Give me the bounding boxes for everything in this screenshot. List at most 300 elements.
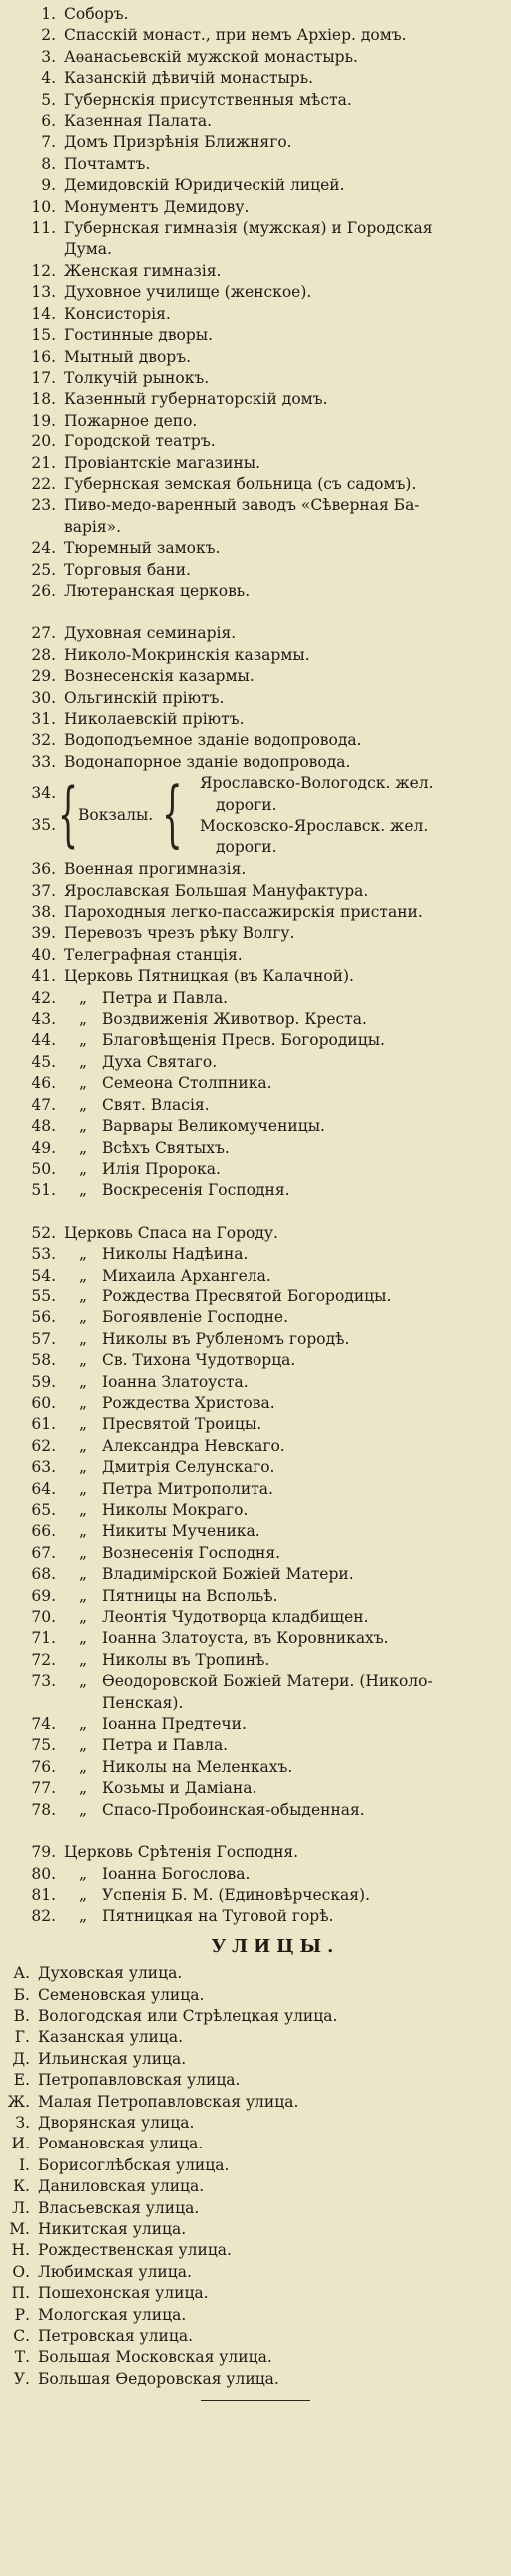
list-item — [0, 2049, 511, 2070]
item-text: Спасо-Пробоинская-обыденная. — [102, 1800, 365, 1819]
item-text: Дворянская улица. — [38, 2113, 195, 2132]
item-number: 20. — [31, 432, 56, 451]
item-number: 17. — [31, 368, 56, 387]
list-item — [0, 368, 511, 389]
ditto-mark: „ — [78, 1372, 88, 1391]
item-text: Свят. Власія. — [102, 1095, 210, 1114]
item-number: А. — [13, 1964, 30, 1983]
item-text: Семеновская улица. — [38, 1985, 205, 2004]
item-text: Іоанна Златоуста, въ Коровникахъ. — [102, 1629, 389, 1648]
list-item — [0, 2006, 511, 2027]
list-item — [0, 1757, 511, 1778]
item-text: Ярославская Большая Мануфактура. — [64, 881, 369, 900]
list-item — [0, 666, 511, 687]
item-number: Д. — [12, 2049, 30, 2068]
item-number: 4. — [41, 69, 56, 88]
item-text: Тюремный замокъ. — [64, 539, 221, 558]
list-item — [0, 902, 511, 923]
list-item — [0, 2092, 511, 2113]
item-text: Успенія Б. М. (Единовѣрческая). — [102, 1885, 371, 1904]
ditto-mark: „ — [78, 1715, 88, 1734]
item-number: 72. — [31, 1650, 56, 1669]
list-item — [0, 1864, 511, 1885]
item-number: 55. — [31, 1287, 56, 1305]
item-number: 28. — [31, 645, 56, 664]
ditto-mark: „ — [78, 1351, 88, 1370]
item-number: И. — [11, 2135, 30, 2153]
streets-list — [0, 1963, 511, 2390]
item-number: 54. — [31, 1266, 56, 1285]
item-number: 36. — [31, 860, 56, 879]
item-number: 42. — [31, 988, 56, 1007]
list-item — [0, 431, 511, 452]
item-number: 15. — [31, 326, 56, 345]
item-text: Іоанна Златоуста. — [102, 1372, 249, 1391]
item-number: Ж. — [7, 2092, 30, 2111]
item-number: 75. — [31, 1736, 56, 1755]
list-item — [0, 1116, 511, 1137]
item-text: Пожарное депо. — [64, 411, 198, 429]
list-item — [0, 1414, 511, 1435]
list-item — [0, 1671, 511, 1692]
item-text: Петровская улица. — [38, 2327, 193, 2346]
list-item — [0, 538, 511, 559]
item-number: 50. — [31, 1159, 56, 1178]
item-number: 11. — [31, 219, 56, 238]
ditto-mark: „ — [78, 1010, 88, 1029]
item-text: Демидовскій Юридическій лицей. — [64, 176, 345, 195]
list-item — [0, 1159, 511, 1180]
list-item — [0, 1842, 511, 1863]
list-item — [0, 1073, 511, 1094]
list-item — [0, 1372, 511, 1393]
list-item — [0, 90, 511, 111]
station-line: Московско-Ярославск. жел. — [200, 817, 429, 836]
item-text: Соборъ. — [64, 5, 129, 23]
list-item — [0, 1650, 511, 1671]
item-text: Благовѣщенія Пресв. Богородицы. — [102, 1031, 385, 1050]
item-number: 59. — [31, 1372, 56, 1391]
list-item — [0, 2369, 511, 2390]
item-number: 18. — [31, 390, 56, 409]
item-text: Казенный губернаторскій домъ. — [64, 390, 328, 409]
item-text: Николы въ Рубленомъ городѣ. — [102, 1329, 350, 1348]
list-item — [0, 1778, 511, 1799]
list-item — [0, 1906, 511, 1927]
item-text: Воскресенія Господня. — [102, 1181, 290, 1200]
item-text: Власьевская улица. — [38, 2198, 200, 2217]
list-item — [0, 495, 511, 516]
station-line: дороги. — [216, 795, 277, 814]
ditto-mark: „ — [78, 1650, 88, 1669]
institutions-list — [0, 4, 511, 602]
list-item — [0, 4, 511, 25]
ditto-mark: „ — [78, 1672, 88, 1691]
item-number: П. — [11, 2284, 30, 2303]
item-text: Никитская улица. — [38, 2220, 187, 2238]
item-text: Губернская земская больница (съ садомъ). — [64, 474, 417, 493]
list-item — [0, 1244, 511, 1265]
item-number: 52. — [31, 1223, 56, 1242]
item-text: Александра Невскаго. — [102, 1436, 285, 1455]
item-number: 25. — [31, 560, 56, 579]
item-number: 82. — [31, 1907, 56, 1926]
item-number: 13. — [31, 283, 56, 302]
item-number: К. — [13, 2177, 30, 2196]
list-item — [0, 1543, 511, 1564]
item-text: Консисторія. — [64, 304, 171, 323]
item-number: М. — [9, 2220, 30, 2238]
list-item — [0, 1714, 511, 1735]
item-text: Монументъ Демидову. — [64, 197, 250, 216]
item-text: Богоявленіе Господне. — [102, 1308, 288, 1327]
item-number: 35. — [31, 816, 56, 835]
item-number: 22. — [31, 474, 56, 493]
item-number: 57. — [31, 1329, 56, 1348]
item-number: 14. — [31, 304, 56, 323]
item-text: Ѳеодоровской Божіей Матери. (Николо- — [102, 1672, 433, 1691]
item-number: Е. — [13, 2071, 30, 2090]
item-number: 27. — [31, 624, 56, 643]
item-number: 23. — [31, 496, 56, 515]
list-item — [0, 1500, 511, 1521]
streets-heading: УЛИЦЫ. — [211, 1935, 340, 1957]
section-gap — [0, 1821, 511, 1842]
list-item — [0, 1030, 511, 1051]
list-item — [0, 1350, 511, 1371]
item-number: 29. — [31, 667, 56, 686]
item-number: І. — [18, 2155, 30, 2174]
item-number: 9. — [41, 176, 56, 195]
left-brace: { — [58, 773, 79, 856]
ditto-mark: „ — [78, 1052, 88, 1071]
item-text: Губернская гимназія (мужская) и Городская — [64, 219, 433, 238]
item-number: 61. — [31, 1415, 56, 1434]
list-item — [0, 2262, 511, 2283]
list-item — [0, 1180, 511, 1201]
list-item — [0, 2113, 511, 2134]
ditto-mark: „ — [78, 1543, 88, 1562]
item-text: Николы на Меленкахъ. — [102, 1757, 293, 1776]
list-item — [0, 2176, 511, 2197]
item-text: Гостинные дворы. — [64, 326, 214, 345]
item-text: Петра и Павла. — [102, 988, 229, 1007]
stations-label: Вокзалы. — [78, 806, 154, 825]
ditto-mark: „ — [78, 1757, 88, 1776]
list-item — [0, 2219, 511, 2240]
list-item — [0, 1479, 511, 1500]
item-text: Вологодская или Стрѣлецкая улица. — [38, 2006, 338, 2025]
item-text: Водоподъемное зданіе водопровода. — [64, 731, 362, 750]
item-number: 65. — [31, 1501, 56, 1519]
item-text: Телеграфная станція. — [64, 945, 243, 964]
section-gap — [0, 1202, 511, 1223]
item-text: Духа Святаго. — [102, 1052, 218, 1071]
item-number: О. — [12, 2262, 30, 2281]
ditto-mark: „ — [78, 1181, 88, 1200]
list-item — [0, 47, 511, 68]
ditto-mark: „ — [78, 1565, 88, 1584]
list-item — [0, 1586, 511, 1607]
item-text: Пошехонская улица. — [38, 2284, 209, 2303]
ditto-mark: „ — [78, 1885, 88, 1904]
list-item — [0, 25, 511, 46]
item-number: 48. — [31, 1117, 56, 1136]
item-text: Николаевскій пріютъ. — [64, 710, 245, 728]
list-item — [0, 859, 511, 880]
ditto-mark: „ — [78, 1629, 88, 1648]
ditto-mark: „ — [78, 1779, 88, 1798]
list-item — [0, 1521, 511, 1542]
item-text: Пятницкая на Туговой горѣ. — [102, 1907, 334, 1926]
list-item — [0, 1607, 511, 1628]
item-number: 16. — [31, 347, 56, 366]
list-item — [0, 197, 511, 218]
station-line: Ярославско-Вологодск. жел. — [200, 774, 434, 793]
item-number: 39. — [31, 924, 56, 943]
item-number: 30. — [31, 688, 56, 707]
stations-group — [0, 773, 511, 859]
item-text: Церковь Спаса на Городу. — [64, 1223, 278, 1242]
item-text: Лютеранская церковь. — [64, 581, 251, 600]
list-item — [0, 2198, 511, 2219]
item-number: 67. — [31, 1543, 56, 1562]
item-text: Большая Ѳедоровская улица. — [38, 2369, 279, 2388]
list-item — [0, 111, 511, 132]
item-number: 5. — [41, 90, 56, 109]
list-item — [0, 2070, 511, 2091]
list-item — [0, 709, 511, 730]
item-number: 69. — [31, 1586, 56, 1605]
item-text: Петропавловская улица. — [38, 2071, 241, 2090]
list-item — [0, 1800, 511, 1821]
item-text: варія». — [64, 517, 122, 536]
misc-list — [0, 859, 511, 987]
item-text: Рождества Христова. — [102, 1393, 275, 1412]
item-text: Ольгинскій пріютъ. — [64, 688, 225, 707]
item-text: Ильинская улица. — [38, 2049, 187, 2068]
ditto-mark: „ — [78, 1907, 88, 1926]
list-item — [0, 261, 511, 282]
list-item — [0, 1963, 511, 1984]
list-item — [0, 645, 511, 666]
item-text: Рождества Пресвятой Богородицы. — [102, 1287, 392, 1305]
list-item — [0, 623, 511, 644]
ditto-mark: „ — [78, 988, 88, 1007]
item-text: Губернскія присутственныя мѣста. — [64, 90, 352, 109]
item-text: Владимірской Божіей Матери. — [102, 1565, 354, 1584]
item-number: 38. — [31, 903, 56, 922]
item-text: Пресвятой Троицы. — [102, 1415, 262, 1434]
item-number: 6. — [41, 112, 56, 131]
item-text: Илія Пророка. — [102, 1159, 221, 1178]
list-item — [0, 239, 511, 260]
list-item — [0, 923, 511, 944]
list-item — [0, 1735, 511, 1756]
item-text: Петра Митрополита. — [102, 1479, 273, 1498]
list-item — [0, 2134, 511, 2154]
ditto-mark: „ — [78, 1031, 88, 1050]
item-number: 40. — [31, 945, 56, 964]
item-number: 77. — [31, 1779, 56, 1798]
item-text: Духовная семинарія. — [64, 624, 237, 643]
item-number: 58. — [31, 1351, 56, 1370]
item-number: 3. — [41, 47, 56, 66]
item-number: 41. — [31, 967, 56, 986]
list-item — [0, 730, 511, 751]
list-item — [0, 175, 511, 196]
item-text: Домъ Призрѣнія Ближняго. — [64, 133, 292, 152]
item-text: Вознесенскія казармы. — [64, 667, 255, 686]
item-number: 8. — [41, 154, 56, 173]
item-number: 64. — [31, 1479, 56, 1498]
item-text: Пароходныя легко-пассажирскія пристани. — [64, 903, 423, 922]
item-number: 76. — [31, 1757, 56, 1776]
item-number: 1. — [41, 5, 56, 23]
item-number: 79. — [31, 1843, 56, 1862]
item-text: Іоанна Богослова. — [102, 1864, 251, 1883]
item-text: Св. Тихона Чудотворца. — [102, 1351, 296, 1370]
item-text: Никиты Мученика. — [102, 1522, 260, 1541]
item-text: Казенная Палата. — [64, 112, 213, 131]
item-number: 21. — [31, 453, 56, 472]
item-text: Водонапорное зданіе водопровода. — [64, 752, 351, 771]
item-text: Аѳанасьевскій мужской монастырь. — [64, 47, 358, 66]
list-item — [0, 1329, 511, 1350]
list-item — [0, 132, 511, 153]
item-number: 80. — [31, 1864, 56, 1883]
ditto-mark: „ — [78, 1245, 88, 1264]
item-text: Городской театръ. — [64, 432, 216, 451]
ditto-mark: „ — [78, 1287, 88, 1305]
item-text: Дмитрія Селунскаго. — [102, 1458, 275, 1477]
list-item — [0, 325, 511, 346]
list-item — [0, 1307, 511, 1328]
item-number: 71. — [31, 1629, 56, 1648]
item-number: 7. — [41, 133, 56, 152]
list-item — [0, 282, 511, 303]
item-text: Леонтія Чудотворца кладбищен. — [102, 1608, 369, 1627]
item-number: Б. — [13, 1985, 30, 2004]
list-item — [0, 1138, 511, 1159]
item-text: Любимская улица. — [38, 2262, 192, 2281]
ditto-mark: „ — [78, 1266, 88, 1285]
item-text: Духовное училище (женское). — [64, 283, 312, 302]
list-item — [0, 154, 511, 175]
item-number: 2. — [41, 26, 56, 45]
item-text: Казанскій дѣвичій монастырь. — [64, 69, 314, 88]
item-text: Мытный дворъ. — [64, 347, 192, 366]
list-item — [0, 1985, 511, 2006]
item-number: 10. — [31, 197, 56, 216]
ditto-mark: „ — [78, 1736, 88, 1755]
ditto-mark: „ — [78, 1501, 88, 1519]
ditto-mark: „ — [78, 1800, 88, 1819]
list-item — [0, 2347, 511, 2368]
item-number: 32. — [31, 731, 56, 750]
ditto-mark: „ — [78, 1117, 88, 1136]
list-item — [0, 966, 511, 987]
item-number: Р. — [14, 2305, 30, 2324]
list-item — [0, 2283, 511, 2304]
item-number: 31. — [31, 710, 56, 728]
item-text: Николы Надѣина. — [102, 1245, 249, 1264]
item-text: Петра и Павла. — [102, 1736, 229, 1755]
item-number: 33. — [31, 752, 56, 771]
item-text: Пятницы на Вспольѣ. — [102, 1586, 278, 1605]
item-text: Даниловская улица. — [38, 2177, 205, 2196]
ditto-mark: „ — [78, 1329, 88, 1348]
seminary-barracks-list — [0, 623, 511, 773]
item-number: С. — [13, 2327, 30, 2346]
list-item — [0, 2326, 511, 2347]
item-number: 46. — [31, 1074, 56, 1093]
churches-list-b — [0, 1244, 511, 1821]
list-item — [0, 688, 511, 709]
item-text: Михаила Архангела. — [102, 1266, 271, 1285]
list-item — [0, 1052, 511, 1073]
item-text: Дума. — [64, 240, 112, 259]
section-gap — [0, 602, 511, 623]
item-text: Николы въ Тропинѣ. — [102, 1650, 270, 1669]
list-item — [0, 68, 511, 89]
item-number: 74. — [31, 1715, 56, 1734]
item-number: 34. — [31, 784, 56, 803]
list-item — [0, 1564, 511, 1585]
list-item — [0, 988, 511, 1009]
item-number: 26. — [31, 581, 56, 600]
list-item — [0, 1266, 511, 1287]
item-text: Женская гимназія. — [64, 261, 222, 280]
list-item — [0, 1287, 511, 1307]
item-number: У. — [13, 2369, 30, 2388]
item-number: 62. — [31, 1436, 56, 1455]
item-text: Перевозъ чрезъ рѣку Волгу. — [64, 924, 295, 943]
churches-list-c — [0, 1864, 511, 1928]
list-item — [0, 218, 511, 239]
item-number: Г. — [14, 2028, 30, 2047]
list-item — [0, 1693, 511, 1714]
item-text: Малая Петропавловская улица. — [38, 2092, 299, 2111]
item-text: Всѣхъ Святыхъ. — [102, 1138, 230, 1157]
item-number: 63. — [31, 1458, 56, 1477]
item-number: Т. — [14, 2348, 30, 2367]
station-line: дороги. — [216, 838, 277, 857]
ditto-mark: „ — [78, 1074, 88, 1093]
item-number: 37. — [31, 881, 56, 900]
item-number: 53. — [31, 1245, 56, 1264]
item-text: Почтамтъ. — [64, 154, 151, 173]
item-text: Спасскій монаст., при немъ Архіер. домъ. — [64, 26, 407, 45]
list-item — [0, 1095, 511, 1116]
ditto-mark: „ — [78, 1479, 88, 1498]
item-number: 49. — [31, 1138, 56, 1157]
item-text: Духовская улица. — [38, 1964, 183, 1983]
list-item — [0, 945, 511, 966]
item-text: Церковь Срѣтенія Господня. — [64, 1843, 299, 1862]
list-item — [0, 1457, 511, 1478]
item-text: Казанская улица. — [38, 2028, 184, 2047]
item-text: Борисоглѣбская улица. — [38, 2155, 230, 2174]
item-number: В. — [13, 2006, 30, 2025]
item-text: Церковь Пятницкая (въ Калачной). — [64, 967, 354, 986]
item-number: 70. — [31, 1608, 56, 1627]
list-item — [0, 1223, 511, 1244]
item-number: 66. — [31, 1522, 56, 1541]
list-item — [0, 560, 511, 581]
item-number: 81. — [31, 1885, 56, 1904]
end-rule — [201, 2400, 310, 2401]
